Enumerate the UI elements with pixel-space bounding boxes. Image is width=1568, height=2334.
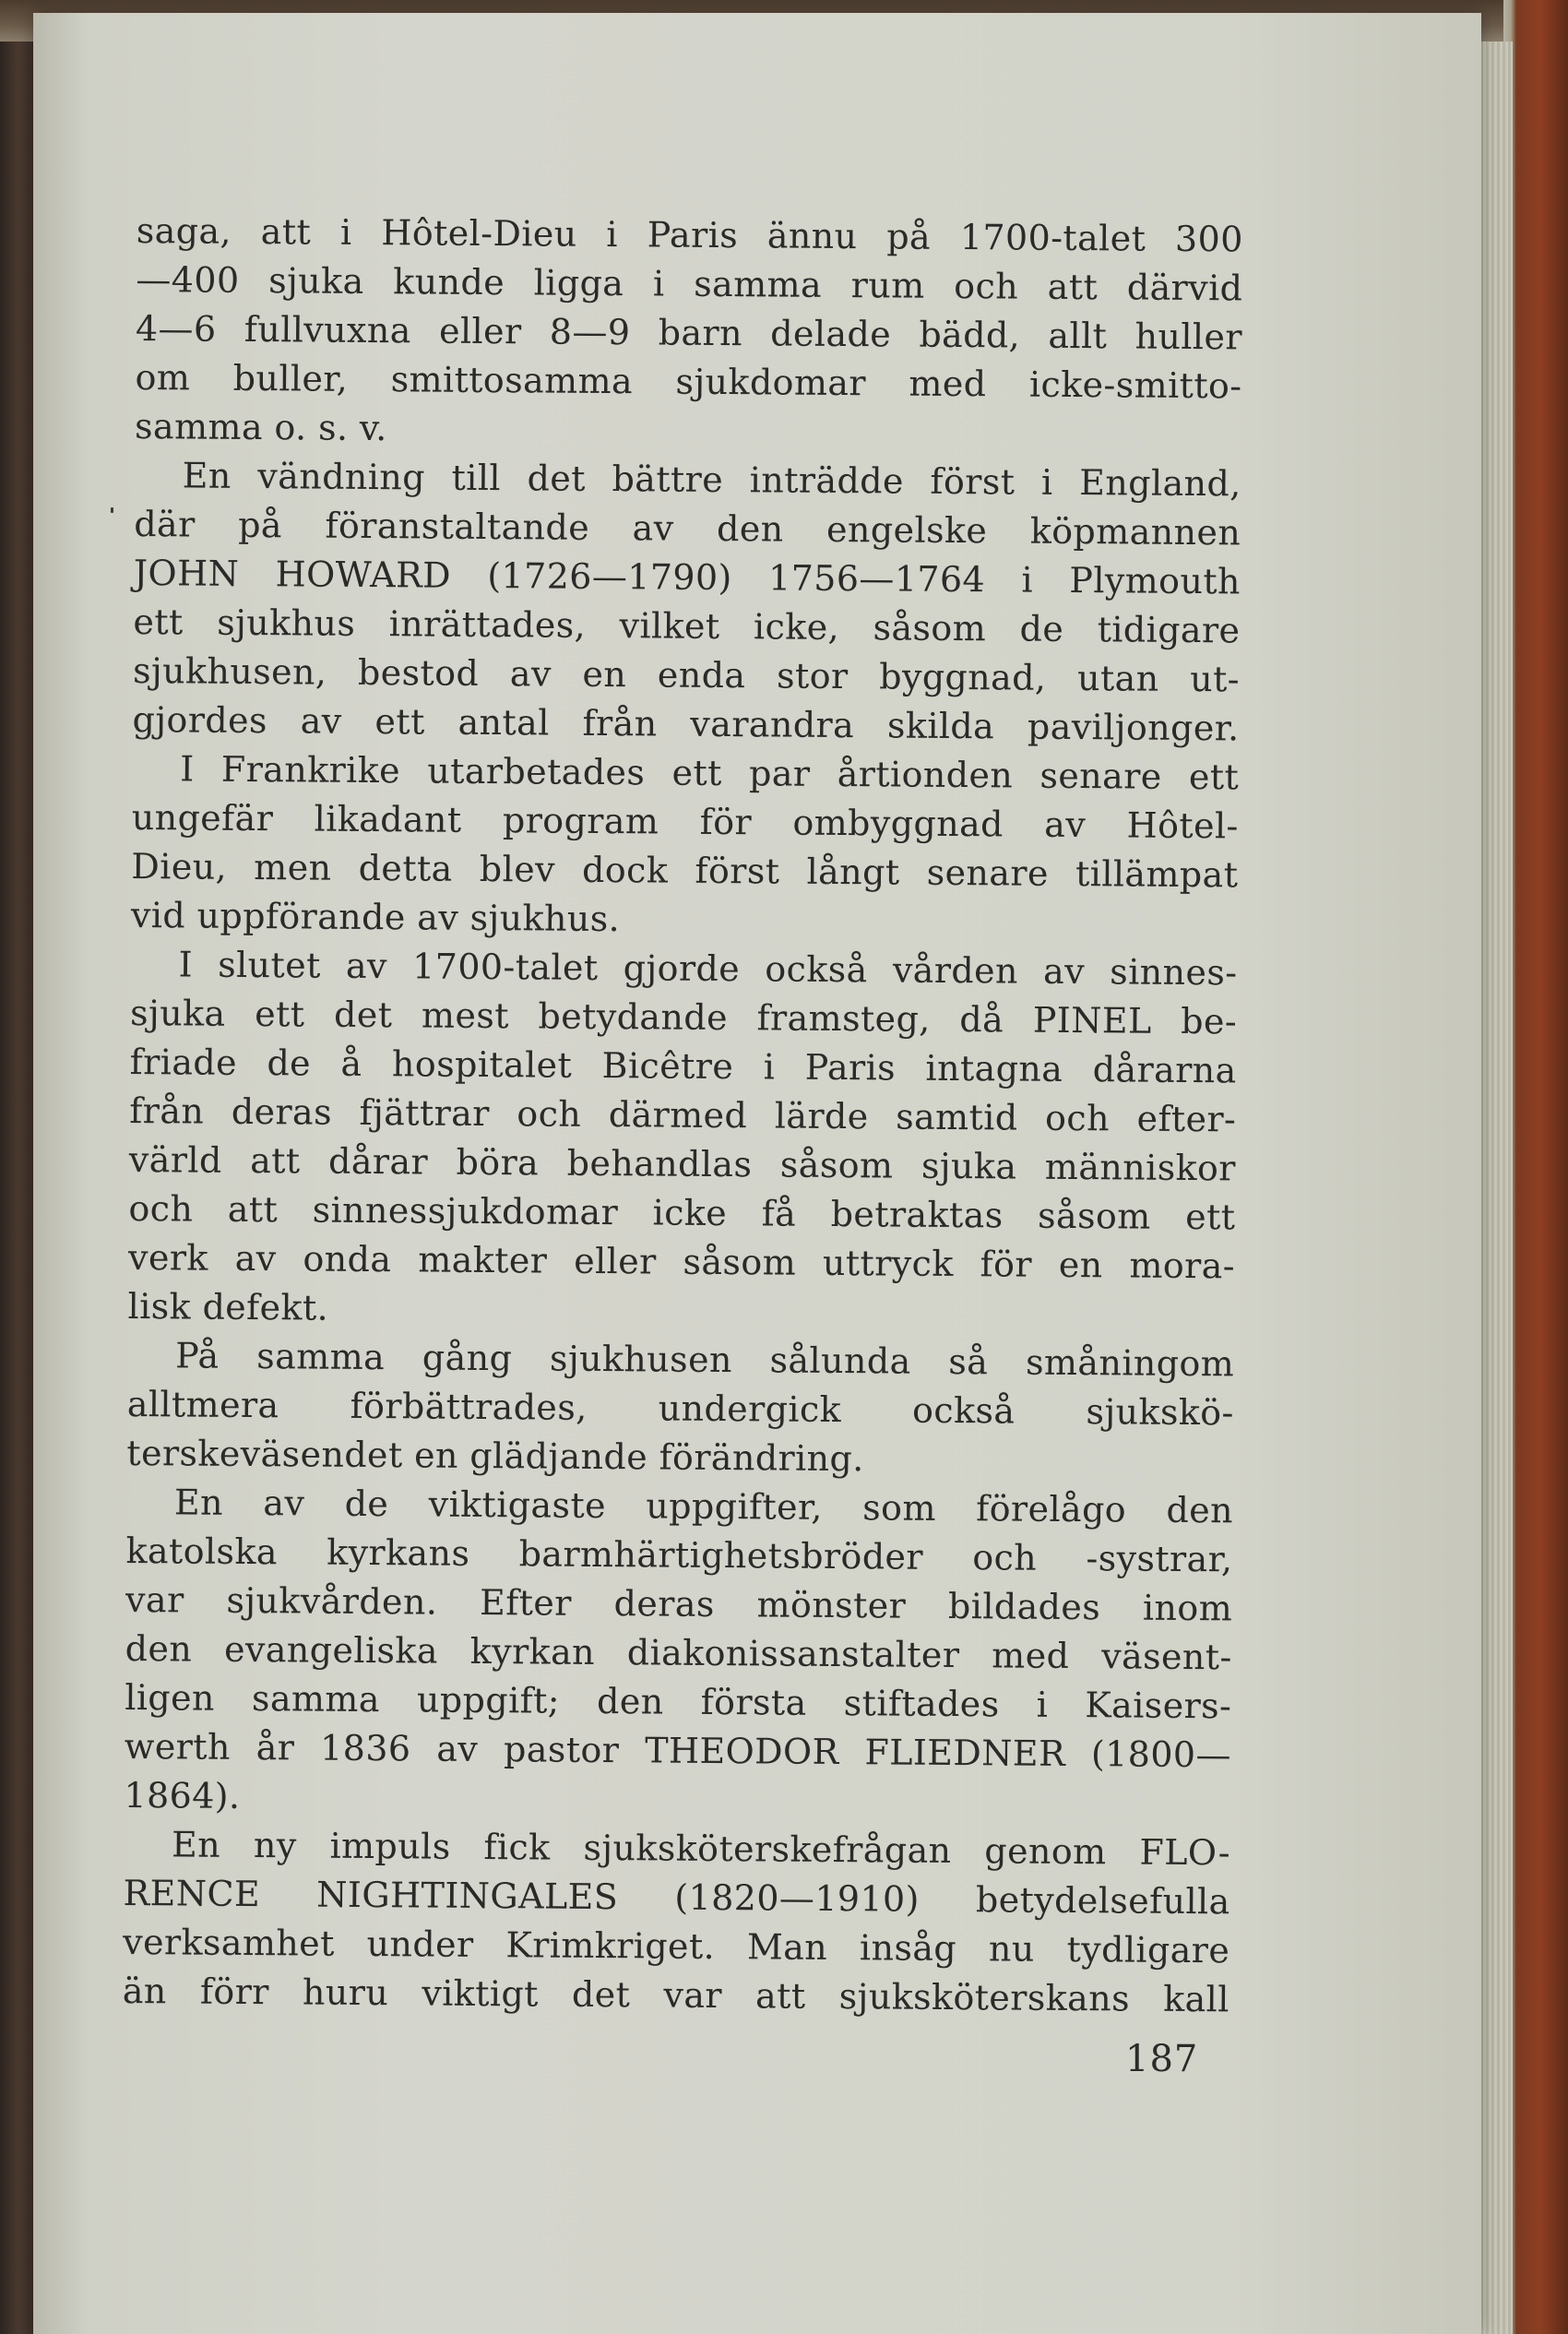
text-line: verk av onda makter eller såsom uttryck för en mora- [127, 1236, 1236, 1287]
book-page [33, 13, 1481, 2334]
book-cover-right-edge [1503, 0, 1568, 2334]
text-line: vid uppförande av sjukhus. [130, 894, 621, 940]
text-line: JOHN HOWARD (1726—1790) 1756—1764 i Plymouth [133, 552, 1241, 602]
text-line: RENCE NIGHTINGALES (1820—1910) betydelsefulla [123, 1872, 1230, 1923]
text-line: Dieu, men detta blev dock först långt senare tillämpat [131, 845, 1239, 896]
text-line: En vändning till det bättre inträdde först i England, [182, 455, 1241, 505]
text-line: den evangeliska kyrkan diakonissanstalter med väsent- [125, 1627, 1232, 1678]
text-line: 1864). [124, 1774, 241, 1816]
text-line: friade de å hospitalet Bicêtre i Paris intagna dårarna [129, 1041, 1237, 1091]
text-line: gjordes av ett antal från varandra skilda paviljonger. [132, 698, 1240, 749]
text-line: sjuka ett det mest betydande framsteg, då PINEL be- [129, 992, 1238, 1042]
text-line: ligen samma uppgift; den första stiftades i Kaisers- [125, 1676, 1232, 1727]
page-number: 187 [1125, 2038, 1199, 2080]
text-line: där på föranstaltande av den engelske köpmannen [134, 503, 1241, 554]
text-line: ungefär likadant program för ombyggnad av Hôtel- [131, 796, 1239, 847]
body-text [123, 207, 1243, 2024]
text-line: och att sinnessjukdomar icke få betraktas såsom ett [128, 1187, 1236, 1238]
text-line: katolska kyrkans barmhärtighetsbröder och -systrar, [125, 1530, 1233, 1580]
ink-speck [111, 507, 113, 513]
text-line: 4—6 fullvuxna eller 8—9 barn delade bädd, allt huller [135, 307, 1243, 358]
text-line: På samma gång sjukhusen sålunda så småningom [175, 1335, 1235, 1385]
text-line: verksamhet under Krimkriget. Man insåg nu tydligare [123, 1921, 1230, 1971]
text-line: saga, att i Hôtel-Dieu i Paris ännu på 1700-talet 300 [136, 209, 1243, 260]
text-line: samma o. s. v. [134, 405, 387, 449]
text-line: I slutet av 1700-talet gjorde också vården av sinnes- [178, 944, 1238, 994]
text-line: ett sjukhus inrättades, vilket icke, såsom de tidigare [133, 601, 1241, 651]
text-line: lisk defekt. [127, 1285, 329, 1328]
text-line: om buller, smittosamma sjukdomar med icke-smitto- [135, 356, 1242, 407]
text-line: än förr huru viktigt det var att sjuksköterskans kall [122, 1970, 1229, 2020]
text-line: alltmera förbättrades, undergick också sjukskö- [126, 1383, 1234, 1434]
text-line: var sjukvården. Efter deras mönster bildades inom [125, 1578, 1233, 1629]
text-line: I Frankrike utarbetades ett par årtionden senare ett [180, 748, 1240, 798]
text-line: sjukhusen, bestod av en enda stor byggnad, utan ut- [132, 649, 1241, 700]
text-line: werth år 1836 av pastor THEODOR FLIEDNER (1800— [124, 1725, 1232, 1776]
text-line: värld att dårar böra behandlas såsom sjuka människor [128, 1138, 1237, 1189]
text-line: En av de viktigaste uppgifter, som förelågo den [173, 1482, 1234, 1531]
text-line: terskeväsendet en glädjande förändring. [126, 1432, 864, 1480]
text-line: från deras fjättrar och därmed lärde samtid och efter- [129, 1090, 1237, 1140]
text-line: En ny impuls fick sjuksköterskefrågan genom FLO- [171, 1824, 1231, 1874]
text-line: —400 sjuka kunde ligga i samma rum och att därvid [136, 258, 1243, 309]
